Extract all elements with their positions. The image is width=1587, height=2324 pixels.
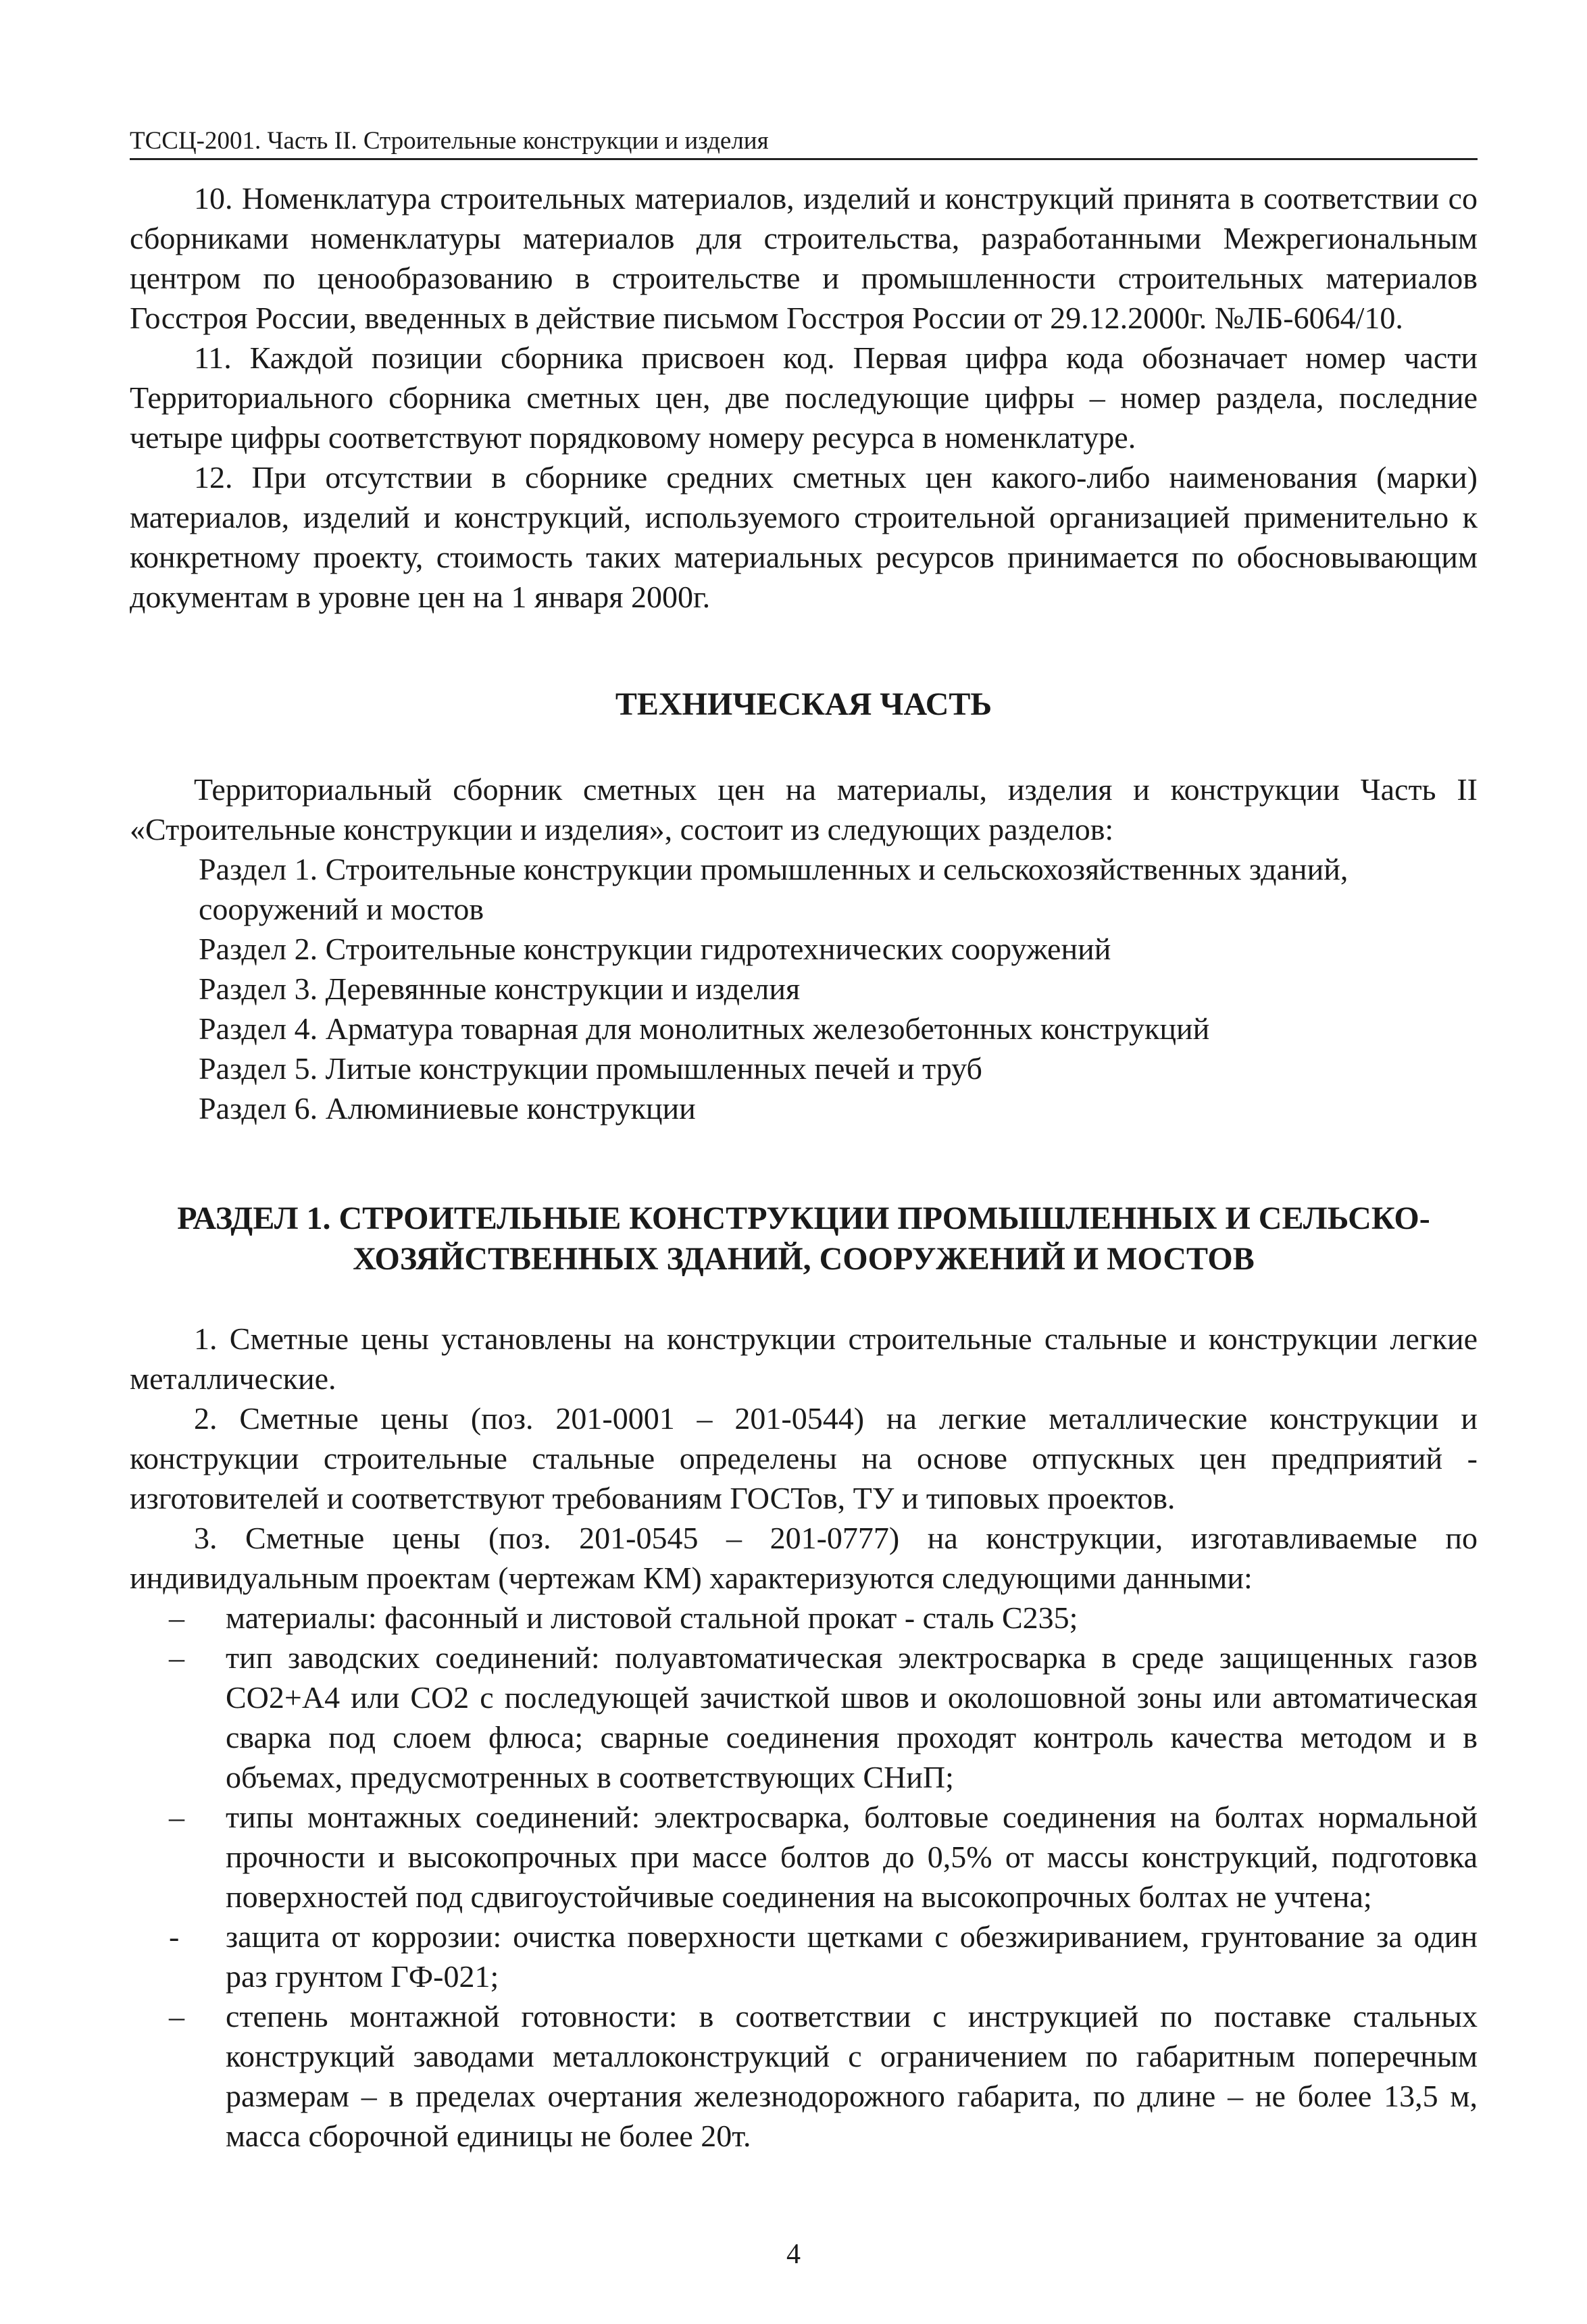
characteristic-text: тип заводских соединений: полуавтоматическая электросварка в среде защищенных газов СО2+А4 или СО2 с последующей зачисткой швов и околошовной зоны или автоматическая сварка под слоем флюса; сварные соединения проходят контроль качества методом и в объемах, предусмотренных в соответствующих СНиП; xyxy=(226,1640,1478,1794)
page-content xyxy=(130,178,1478,2156)
characteristic-text: типы монтажных соединений: электросварка, болтовые соединения на болтах нормальной прочности и высокопрочных при массе болтов до 0,5% от массы конструкций, подготовка поверхностей под сдвигоустойчивые соединения на высокопрочных болтах не учтена; xyxy=(226,1800,1478,1914)
section-item-5: Раздел 5. Литые конструкции промышленных печей и труб xyxy=(199,1051,982,1086)
dash-marker: - xyxy=(169,1919,180,1954)
characteristic-item xyxy=(130,1996,1478,2156)
characteristic-text: защита от коррозии: очистка поверхности щетками с обезжириванием, грунтование за один раз грунтом ГФ-021; xyxy=(226,1919,1478,1994)
dash-marker: – xyxy=(169,1600,184,1635)
paragraph-10: 10. Номенклатура строительных материалов, изделий и конструкций принята в соответствии со сборниками номенклатуры материалов для строительства, разработанными Межрегиональным центром по ценообразованию в строительстве и промышленности строительных материалов Госстроя России, введенных в действие письмом Госстроя России от 29.12.2000г. №ЛБ-6064/10. xyxy=(130,181,1478,335)
section-1-heading xyxy=(130,1198,1478,1280)
characteristic-item xyxy=(130,1917,1478,1996)
section-1-paragraph-3: 3. Сметные цены (поз. 201-0545 – 201-0777) на конструкции, изготавливаемые по индивидуальным проектам (чертежам КМ) характеризуются следующими данными: xyxy=(130,1521,1478,1595)
characteristics-list xyxy=(130,1598,1478,2156)
sections-list xyxy=(130,849,1478,1128)
characteristic-item xyxy=(130,1797,1478,1917)
running-header: ТССЦ-2001. Часть II. Строительные конструкции и изделия xyxy=(130,126,1478,160)
section-item-1: Раздел 1. Строительные конструкции промышленных и сельскохозяйственных зданий, сооружений и мостов xyxy=(199,852,1349,926)
section-1-title-line-1: РАЗДЕЛ 1. СТРОИТЕЛЬНЫЕ КОНСТРУКЦИИ ПРОМЫШЛЕННЫХ И СЕЛЬСКО- xyxy=(177,1201,1430,1236)
section-item-4: Раздел 4. Арматура товарная для монолитных железобетонных конструкций xyxy=(199,1011,1210,1046)
characteristic-item xyxy=(130,1638,1478,1797)
paragraph-11: 11. Каждой позиции сборника присвоен код. Первая цифра кода обозначает номер части Территориального сборника сметных цен, две последующие цифры – номер раздела, последние четыре цифры соответствуют порядковому номеру ресурса в номенклатуре. xyxy=(130,340,1478,455)
section-1-title-line-2: ХОЗЯЙСТВЕННЫХ ЗДАНИЙ, СООРУЖЕНИЙ И МОСТОВ xyxy=(353,1241,1255,1277)
section-1-paragraph-2: 2. Сметные цены (поз. 201-0001 – 201-0544) на легкие металлические конструкции и конструкции строительные стальные определены на основе отпускных цен предприятий - изготовителей и соответствуют требованиям ГОСТов, ТУ и типовых проектов. xyxy=(130,1401,1478,1515)
dash-marker: – xyxy=(169,1800,184,1834)
section-item-3: Раздел 3. Деревянные конструкции и изделия xyxy=(199,971,801,1006)
section-item-6: Раздел 6. Алюминиевые конструкции xyxy=(199,1091,696,1126)
page-number: 4 xyxy=(786,2239,801,2270)
dash-marker: – xyxy=(169,1999,184,2034)
characteristic-text: степень монтажной готовности: в соответствии с инструкцией по поставке стальных конструкций заводами металлоконструкций с ограничением по габаритным поперечным размерам – в пределах очертания железнодорожного габарита, по длине – не более 13,5 м, масса сборочной единицы не более 20т. xyxy=(226,1999,1478,2153)
section-1-paragraph-1: 1. Сметные цены установлены на конструкции строительные стальные и конструкции легкие металлические. xyxy=(130,1321,1478,1396)
technical-part-intro: Территориальный сборник сметных цен на материалы, изделия и конструкции Часть II «Строительные конструкции и изделия», состоит из следующих разделов: xyxy=(130,772,1478,847)
characteristic-item xyxy=(130,1598,1478,1638)
paragraph-12: 12. При отсутствии в сборнике средних сметных цен какого-либо наименования (марки) материалов, изделий и конструкций, используемого строительной организацией применительно к конкретному проекту, стоимость таких материальных ресурсов принимается по обосновывающим документам в уровне цен на 1 января 2000г. xyxy=(130,460,1478,614)
technical-part-heading: ТЕХНИЧЕСКАЯ ЧАСТЬ xyxy=(615,686,992,722)
section-item-2: Раздел 2. Строительные конструкции гидротехнических сооружений xyxy=(199,932,1111,966)
dash-marker: – xyxy=(169,1640,184,1675)
characteristic-text: материалы: фасонный и листовой стальной прокат - сталь С235; xyxy=(226,1600,1078,1635)
